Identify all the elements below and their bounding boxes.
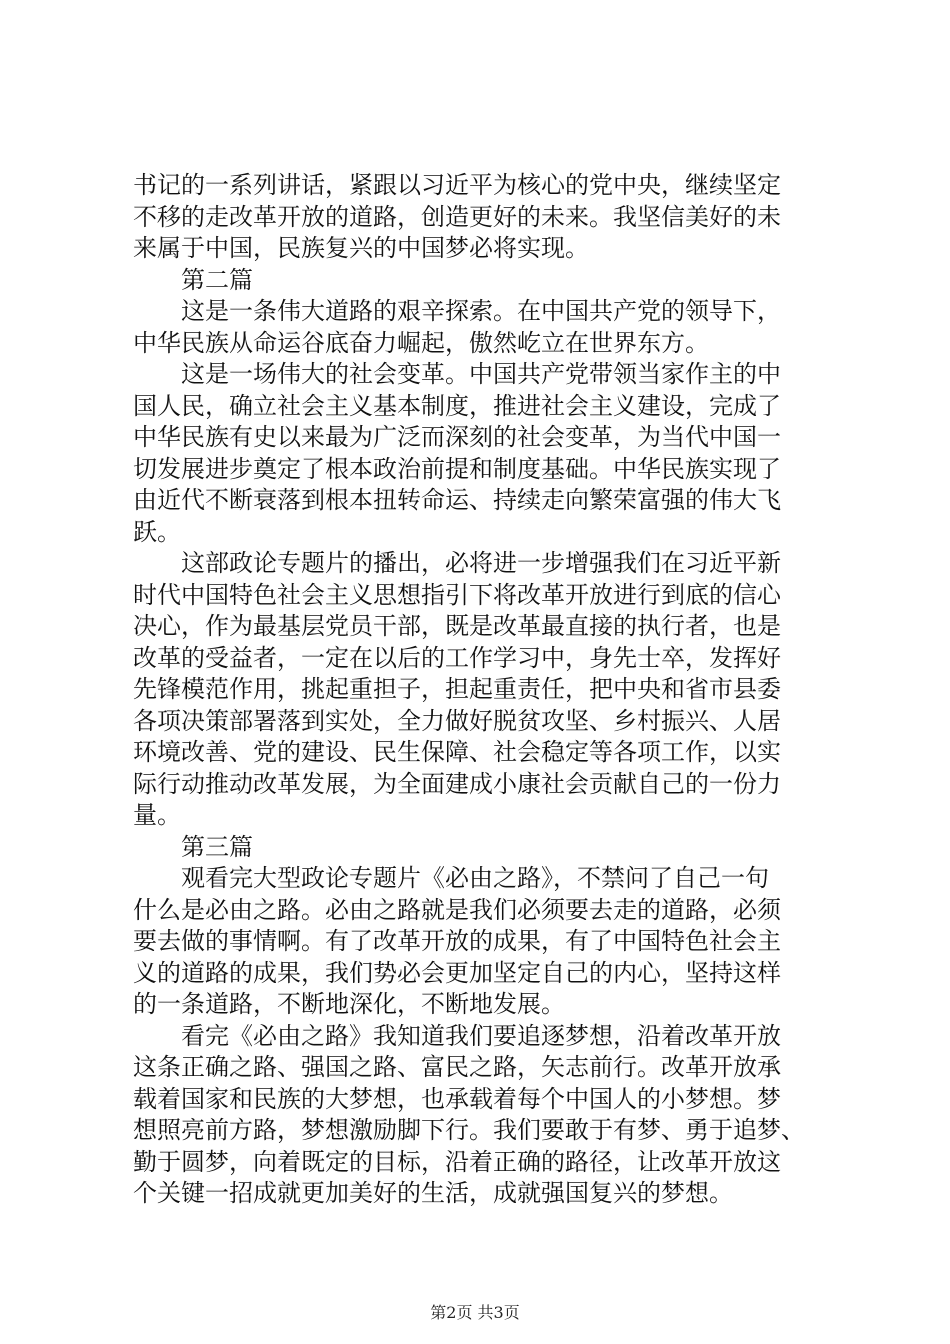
text-line: 要去做的事情啊。有了改革开放的成果，有了中国特色社会主 (133, 927, 781, 955)
text-line: 看完《必由之路》我知道我们要追逐梦想，沿着改革开放 (133, 1021, 781, 1050)
text-line: 想照亮前方路，梦想激励脚下行。我们要敢于有梦、勇于追梦、 (133, 1116, 805, 1144)
text-line: 这是一条伟大道路的艰辛探索。在中国共产党的领导下， (133, 297, 781, 325)
text-line: 由近代不断衰落到根本扭转命运、持续走向繁荣富强的伟大飞 (133, 486, 781, 514)
text-line: 观看完大型政论专题片《必由之路》，不禁问了自己一句 (133, 864, 769, 892)
text-line: 的一条道路，不断地深化，不断地发展。 (133, 990, 565, 1018)
text-line: 环境改善、党的建设、民生保障、社会稳定等各项工作，以实 (133, 738, 781, 766)
text-line: 国人民，确立社会主义基本制度，推进社会主义建设，完成了 (133, 391, 781, 420)
text-line: 个关键一招成就更加美好的生活，成就强国复兴的梦想。 (133, 1179, 733, 1207)
text-line: 来属于中国，民族复兴的中国梦必将实现。 (133, 234, 589, 262)
section-heading: 第二篇 (133, 265, 253, 294)
text-line: 这部政论专题片的播出，必将进一步增强我们在习近平新 (133, 549, 781, 577)
text-line: 际行动推动改革发展，为全面建成小康社会贡献自己的一份力 (133, 769, 781, 798)
text-line: 时代中国特色社会主义思想指引下将改革开放进行到底的信心 (133, 580, 781, 609)
text-line: 书记的一系列讲话，紧跟以习近平为核心的党中央，继续坚定 (133, 171, 781, 199)
page-number-label: 第2页 共3页 (430, 1303, 520, 1322)
text-line: 什么是必由之路。必由之路就是我们必须要去走的道路，必须 (133, 895, 781, 924)
text-line: 载着国家和民族的大梦想，也承载着每个中国人的小梦想。梦 (133, 1084, 781, 1113)
text-line: 中华民族有史以来最为广泛而深刻的社会变革，为当代中国一 (133, 423, 781, 451)
page-footer (0, 1300, 950, 1323)
text-line: 这是一场伟大的社会变革。中国共产党带领当家作主的中 (133, 360, 781, 388)
text-line: 义的道路的成果，我们势必会更加坚定自己的内心，坚持这样 (133, 958, 781, 987)
section-heading: 第三篇 (133, 832, 253, 861)
text-line: 决心，作为最基层党员干部，既是改革最直接的执行者，也是 (133, 612, 781, 640)
text-line: 量。 (133, 801, 181, 829)
text-line: 各项决策部署落到实处，全力做好脱贫攻坚、乡村振兴、人居 (133, 706, 781, 735)
text-line: 勤于圆梦，向着既定的目标，沿着正确的路径，让改革开放这 (133, 1147, 781, 1176)
text-line: 不移的走改革开放的道路，创造更好的未来。我坚信美好的未 (133, 202, 781, 231)
text-line: 跃。 (133, 517, 181, 546)
text-line: 切发展进步奠定了根本政治前提和制度基础。中华民族实现了 (133, 454, 781, 483)
text-line: 中华民族从命运谷底奋力崛起，傲然屹立在世界东方。 (133, 328, 709, 357)
text-line: 这条正确之路、强国之路、富民之路，矢志前行。改革开放承 (133, 1053, 781, 1081)
text-line: 改革的受益者，一定在以后的工作学习中，身先士卒，发挥好 (133, 643, 781, 672)
document-body (133, 170, 833, 1210)
text-line: 先锋模范作用，挑起重担子，担起重责任，把中央和省市县委 (133, 675, 781, 703)
